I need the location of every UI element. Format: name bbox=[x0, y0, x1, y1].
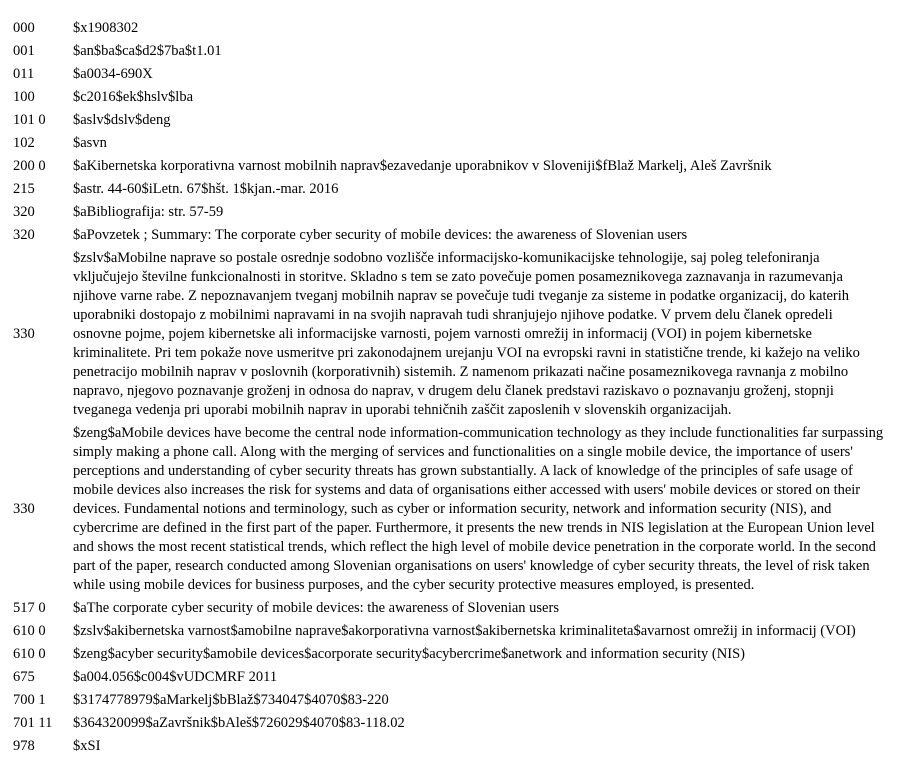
field-value: $xSI bbox=[73, 738, 101, 754]
field-tag: 675 bbox=[13, 669, 35, 685]
field-value: $zeng$aMobile devices have become the central node information-communication technology as they include functionalities far surpassing simply making a phone call. Along with the merging of services and functionalities on a single mobile device, the importance of users' perceptions and understanding of cyber security threats has grown substantially. A lack of knowledge of the principles of safe usage of mobile devices also increases the risk for systems and data of organisations either accessed with users' mobile devices or stored on their devices. Fundamental notions and terminology, such as cyber or information security, network and information security (NIS), and cybercrime are defined in the first part of the paper. Furthermore, it presents the new trends in NIS legislation at the European Union level and shows the most recent statistical trends, which reflect the high level of mobile device penetration in the corporate world. In the second part of the paper, research conducted among Slovenian organisations on users' knowledge of cyber security threats, the level of risk taken while using mobile devices for business purposes, and the cyber security protective measures employed, is presented. bbox=[73, 425, 884, 593]
marc-field-001 bbox=[0, 40, 900, 63]
marc-field-978 bbox=[0, 735, 900, 758]
field-tag: 330 bbox=[13, 326, 35, 342]
field-tag: 610 0 bbox=[13, 623, 46, 639]
field-value: $zslv$aMobilne naprave so postale osrednje sodobno vozlišče informacijsko-komunikacijske tehnologije, saj poleg telefoniranja vključujejo številne funkcionalnosti in storitve. Skladno s tem se zato povečuje pomen posameznikovega zaznavanja in razumevanja njihove varne rabe. Z nepoznavanjem tveganj mobilnih naprav se povečuje tudi tveganje za sisteme in podatke organizacij, do katerih uporabniki dostopajo z mobilnimi napravami in na svojih napravah tudi shranjujejo njihove podatke. V prvem delu članek opredeli osnovne pojme, pojem kibernetske ali informacijske varnosti, pojem varnosti omrežij in informacij (VOI) in pojem kibernetske kriminalitete. Pri tem pokaže nove usmeritve pri zakonodajnem urejanju VOI na evropski ravni in statistične trende, ki kažejo na veliko penetracijo mobilnih naprav v poslovnih (korporativnih) sistemih. Z namenom prikazati načine posameznikovega ravnanja z mobilno napravo, njegovo poznavanje groženj in odnosa do naprav, v drugem delu članek predstavi raziskavo o poznavanju groženj, stopnji tveganega vedenja pri uporabi mobilnih naprav in uporabi tehničnih zaščit zaposlenih v slovenskih organizacijah. bbox=[73, 250, 860, 418]
field-tag: 517 0 bbox=[13, 600, 46, 616]
marc-field-330 bbox=[0, 422, 900, 597]
field-value: $zslv$akibernetska varnost$amobilne naprave$akorporativna varnost$akibernetska kriminaliteta$avarnost omrežij in informacij (VOI) bbox=[73, 623, 856, 639]
marc-field-100 bbox=[0, 86, 900, 109]
marc-field-320 bbox=[0, 224, 900, 247]
field-tag: 102 bbox=[13, 135, 35, 151]
marc-field-675 bbox=[0, 666, 900, 689]
field-tag: 320 bbox=[13, 204, 35, 220]
field-value: $aBibliografija: str. 57-59 bbox=[73, 204, 224, 220]
field-tag: 701 11 bbox=[13, 715, 53, 731]
field-value: $aKibernetska korporativna varnost mobilnih naprav$ezavedanje uporabnikov v Sloveniji$fBlaž Markelj, Aleš Završnik bbox=[73, 158, 772, 174]
field-value: $astr. 44-60$iLetn. 67$hšt. 1$kjan.-mar. 2016 bbox=[73, 181, 339, 197]
field-value: $c2016$ek$hslv$lba bbox=[73, 89, 194, 105]
field-value: $aslv$dslv$deng bbox=[73, 112, 171, 128]
field-tag: 978 bbox=[13, 738, 35, 754]
marc-field-610 bbox=[0, 620, 900, 643]
field-tag: 200 0 bbox=[13, 158, 46, 174]
field-tag: 001 bbox=[13, 43, 35, 59]
field-value: $aPovzetek ; Summary: The corporate cyber security of mobile devices: the awareness of Slovenian users bbox=[73, 227, 688, 243]
field-value: $an$ba$ca$d2$7ba$t1.01 bbox=[73, 43, 222, 59]
field-value: $a0034-690X bbox=[73, 66, 153, 82]
marc-field-101 bbox=[0, 109, 900, 132]
field-value: $zeng$acyber security$amobile devices$acorporate security$acybercrime$anetwork and information security (NIS) bbox=[73, 646, 745, 662]
field-value: $a004.056$c004$vUDCMRF 2011 bbox=[73, 669, 278, 685]
field-tag: 215 bbox=[13, 181, 35, 197]
marc-field-200 bbox=[0, 155, 900, 178]
field-value: $x1908302 bbox=[73, 20, 139, 36]
field-value: $364320099$aZavršnik$bAleš$726029$4070$83-118.02 bbox=[73, 715, 405, 731]
field-value: $asvn bbox=[73, 135, 107, 151]
field-tag: 011 bbox=[13, 66, 35, 82]
marc-field-215 bbox=[0, 178, 900, 201]
field-tag: 610 0 bbox=[13, 646, 46, 662]
field-tag: 100 bbox=[13, 89, 35, 105]
field-tag: 101 0 bbox=[13, 112, 46, 128]
marc-field-011 bbox=[0, 63, 900, 86]
field-tag: 700 1 bbox=[13, 692, 46, 708]
marc-field-517 bbox=[0, 597, 900, 620]
field-tag: 320 bbox=[13, 227, 35, 243]
marc-field-701 bbox=[0, 712, 900, 735]
marc-field-320 bbox=[0, 201, 900, 224]
field-value: $3174778979$aMarkelj$bBlaž$734047$4070$83-220 bbox=[73, 692, 389, 708]
marc-field-102 bbox=[0, 132, 900, 155]
marc-field-330 bbox=[0, 247, 900, 422]
marc-field-000 bbox=[0, 17, 900, 40]
field-value: $aThe corporate cyber security of mobile devices: the awareness of Slovenian users bbox=[73, 600, 559, 616]
marc-field-610 bbox=[0, 643, 900, 666]
field-tag: 330 bbox=[13, 501, 35, 517]
field-tag: 000 bbox=[13, 20, 35, 36]
marc-field-700 bbox=[0, 689, 900, 712]
